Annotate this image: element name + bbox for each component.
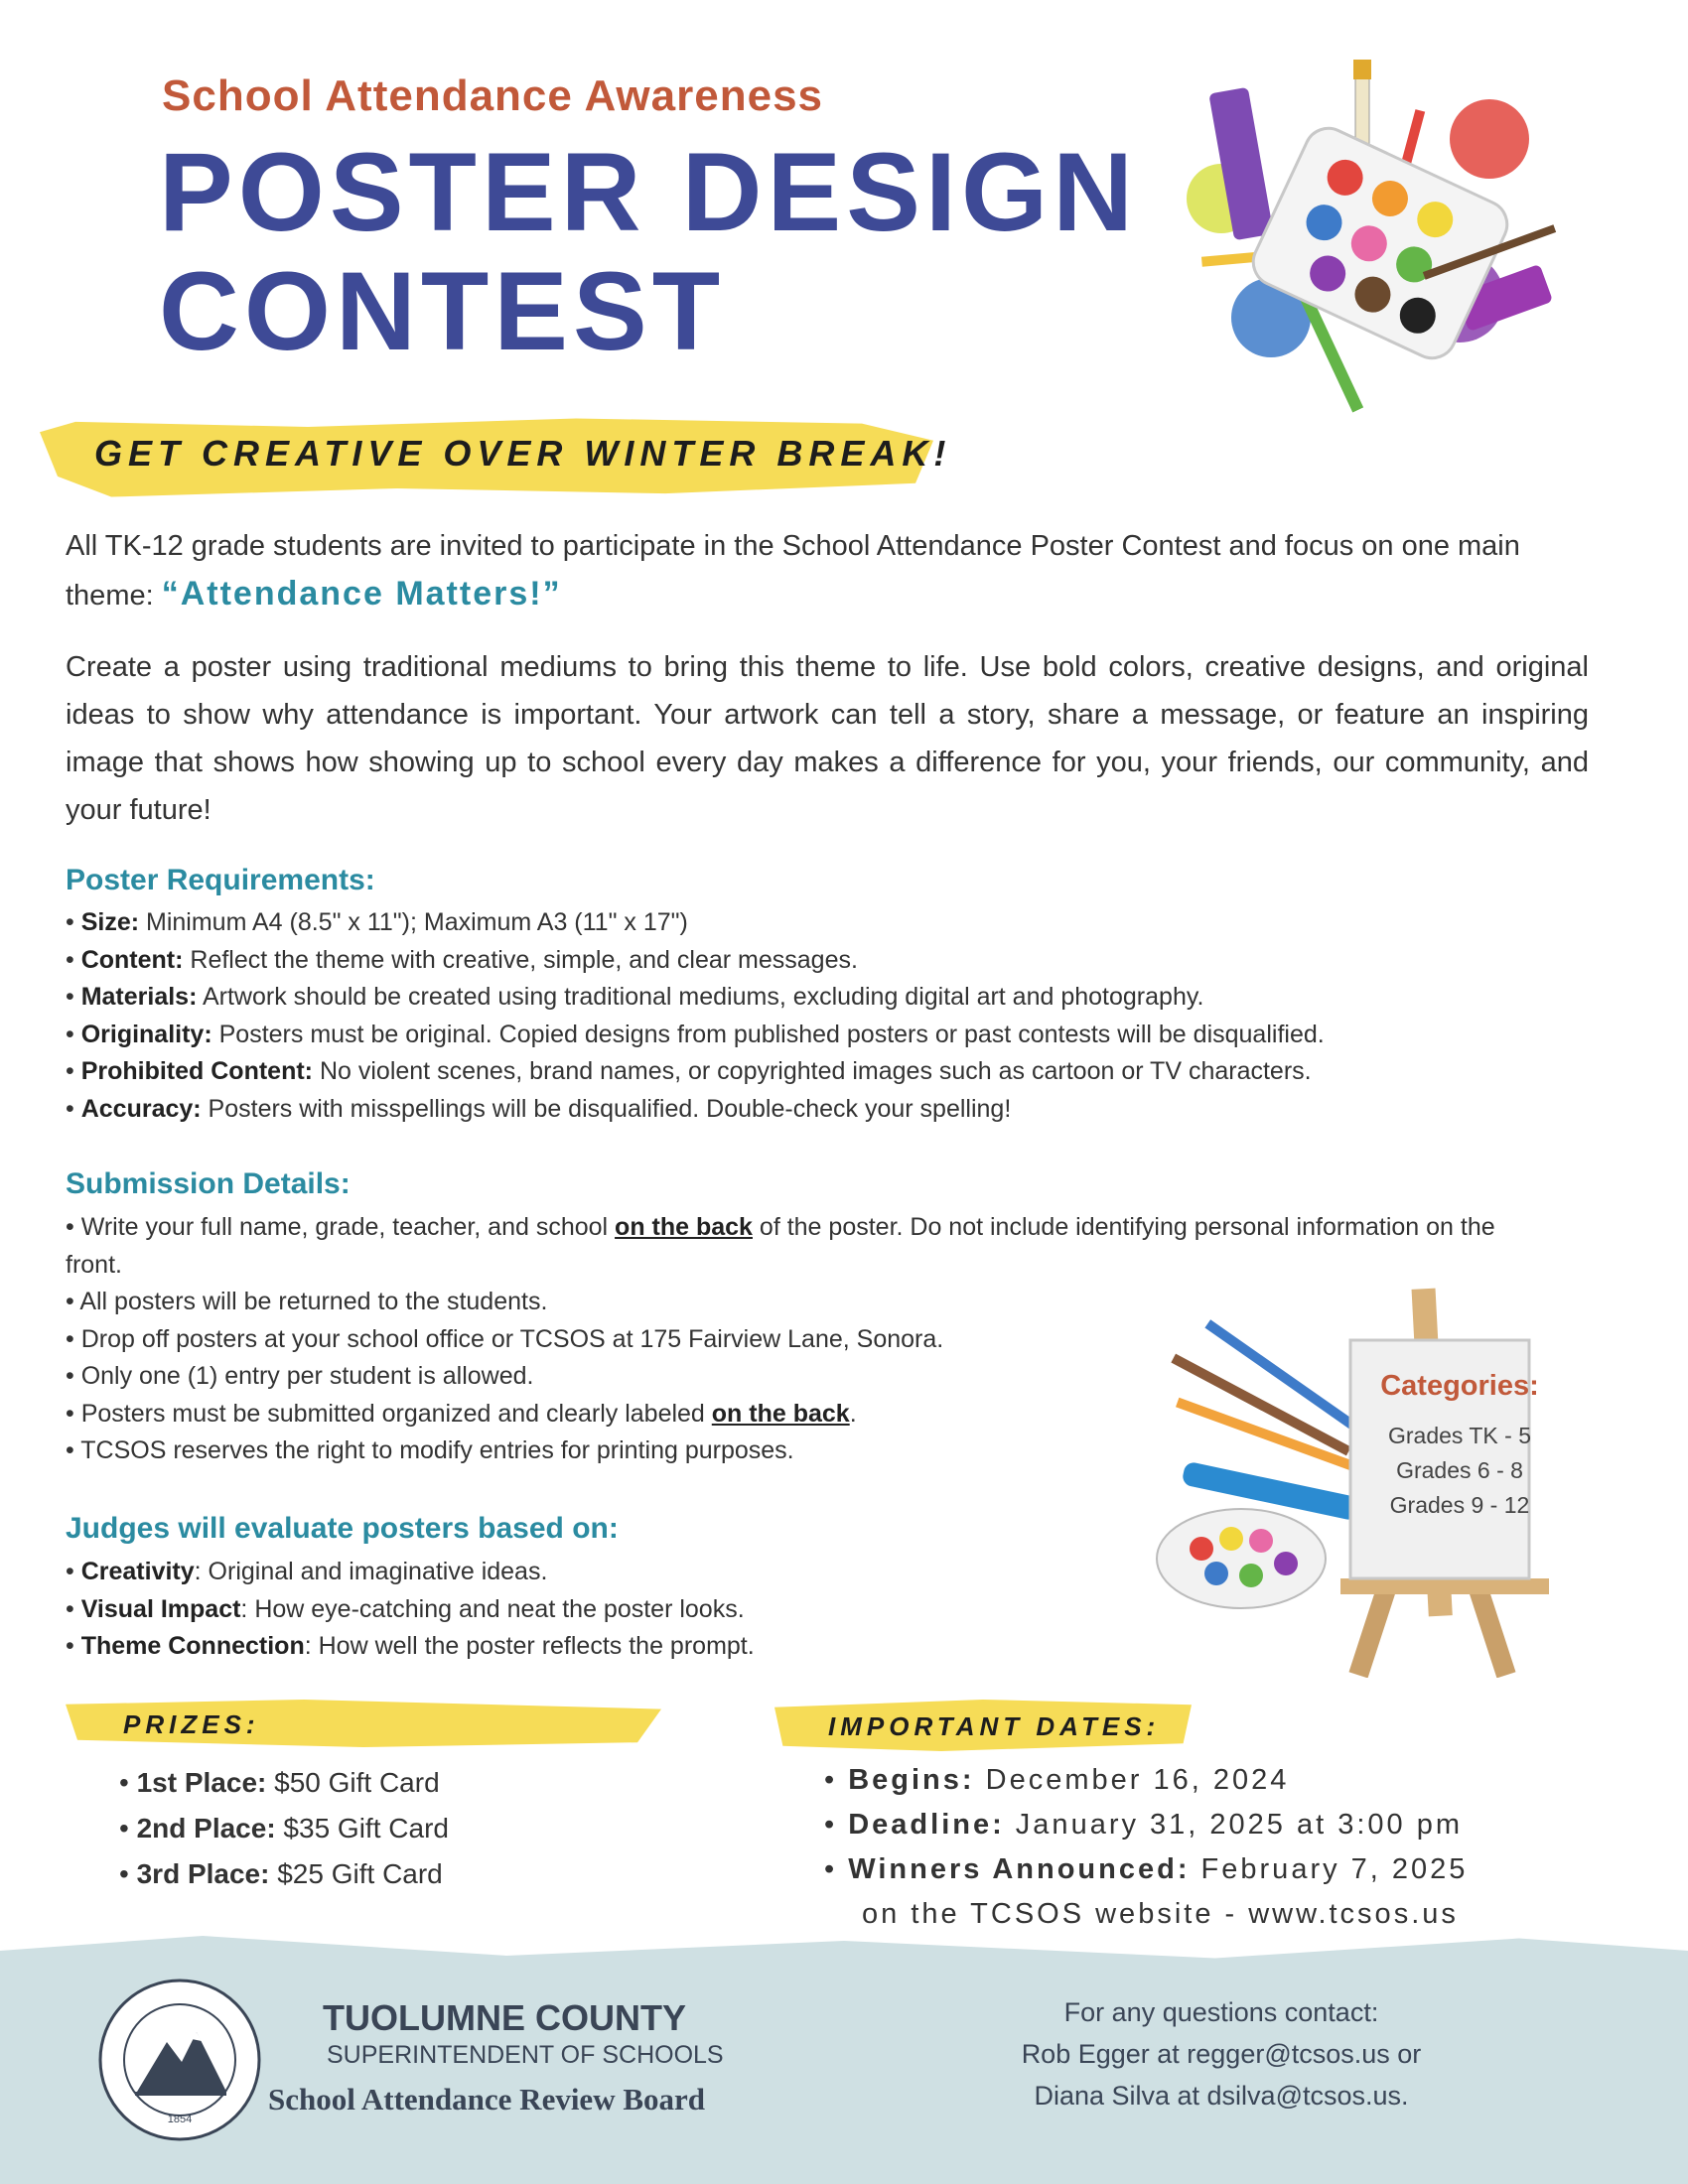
list-item: • All posters will be returned to the students. [66,1284,1555,1321]
list-item: • Posters must be submitted organized and clearly labeled on the back. [66,1396,1555,1433]
contact-line: Diana Silva at dsilva@tcsos.us. [1034,2081,1409,2111]
requirements-list [66,904,1615,1128]
dates-label: IMPORTANT DATES: [828,1711,1161,1741]
list-item: • Visual Impact: How eye-catching and neat the poster looks. [66,1591,1158,1629]
org-subtitle: SUPERINTENDENT OF SCHOOLS [327,2041,724,2069]
list-item: • Accuracy: Posters with misspellings will be disqualified. Double-check your spelling! [66,1091,1615,1129]
list-item: • TCSOS reserves the right to modify entries for printing purposes. [66,1433,1555,1470]
category-item: Grades TK - 5 [1387,1423,1532,1448]
list-item: • 1st Place: $50 Gift Card [119,1760,449,1806]
org-name: TUOLUMNE COUNTY [323,1997,686,2038]
categories-title: Categories: [1380,1370,1539,1402]
banner-text: GET CREATIVE OVER WINTER BREAK! [94,433,952,474]
pre-title: School Attendance Awareness [162,71,824,120]
prizes-label: PRIZES: [123,1709,260,1739]
county-seal-icon [97,1978,262,2142]
list-item: • Originality: Posters must be original. Copied designs from published posters or past contests will be disqualified. [66,1017,1615,1054]
list-item: • Size: Minimum A4 (8.5" x 11"); Maximum A3 (11" x 17") [66,904,1615,942]
list-item: • 2nd Place: $35 Gift Card [119,1806,449,1851]
list-item: • Write your full name, grade, teacher, and school on the back of the poster. Do not include identifying personal information on the front. [66,1209,1555,1284]
page-title-line2: CONTEST [159,249,726,373]
contact-line: Rob Egger at regger@tcsos.us or [1021,2039,1422,2069]
page-title-line1: POSTER DESIGN [159,130,1139,254]
paint-palette-icon [1162,50,1559,427]
theme-text: “Attendance Matters!” [161,575,562,613]
dates-list [824,1758,1468,1937]
category-item: Grades 6 - 8 [1396,1457,1523,1483]
contact-block [953,1991,1489,2116]
list-item: • Deadline: January 31, 2025 at 3:00 pm [824,1803,1468,1847]
judging-heading: Judges will evaluate posters based on: [66,1512,619,1545]
judging-list [66,1554,1158,1666]
list-item: • 3rd Place: $25 Gift Card [119,1851,449,1897]
submission-heading: Submission Details: [66,1167,351,1200]
list-item: • Only one (1) entry per student is allowed. [66,1358,1555,1396]
seal-year: 1854 [167,2114,193,2125]
org-board: School Attendance Review Board [268,2082,706,2116]
list-item: • Prohibited Content: No violent scenes, brand names, or copyrighted images such as cartoon or TV characters. [66,1053,1615,1091]
list-item: • Theme Connection: How well the poster reflects the prompt. [66,1628,1158,1666]
list-item: • Content: Reflect the theme with creative, simple, and clear messages. [66,942,1615,980]
list-item: • Creativity: Original and imaginative ideas. [66,1554,1158,1591]
list-item: • Materials: Artwork should be created using traditional mediums, excluding digital art and photography. [66,979,1615,1017]
list-item: • Drop off posters at your school office or TCSOS at 175 Fairview Lane, Sonora. [66,1321,1555,1359]
requirements-heading: Poster Requirements: [66,864,375,896]
contact-line: For any questions contact: [1063,1997,1379,2027]
intro-paragraph [66,522,1589,619]
intro-text: All TK-12 grade students are invited to participate in the School Attendance Poster Contest and focus on one main theme: [66,530,1520,612]
prizes-list [119,1760,449,1897]
description-paragraph: Create a poster using traditional mediums to bring this theme to life. Use bold colors, creative designs, and original ideas to show why attendance is important. Your artwork can tell a story, share a message, or feature an inspiring image that shows how showing up to school every day makes a difference for you, your friends, our community, and your future! [66,651,1589,826]
list-item: • Winners Announced: February 7, 2025 [824,1847,1468,1892]
category-item: Grades 9 - 12 [1389,1492,1530,1518]
list-item: • Begins: December 16, 2024 [824,1758,1468,1803]
list-item: on the TCSOS website - www.tcsos.us [862,1898,1459,1930]
